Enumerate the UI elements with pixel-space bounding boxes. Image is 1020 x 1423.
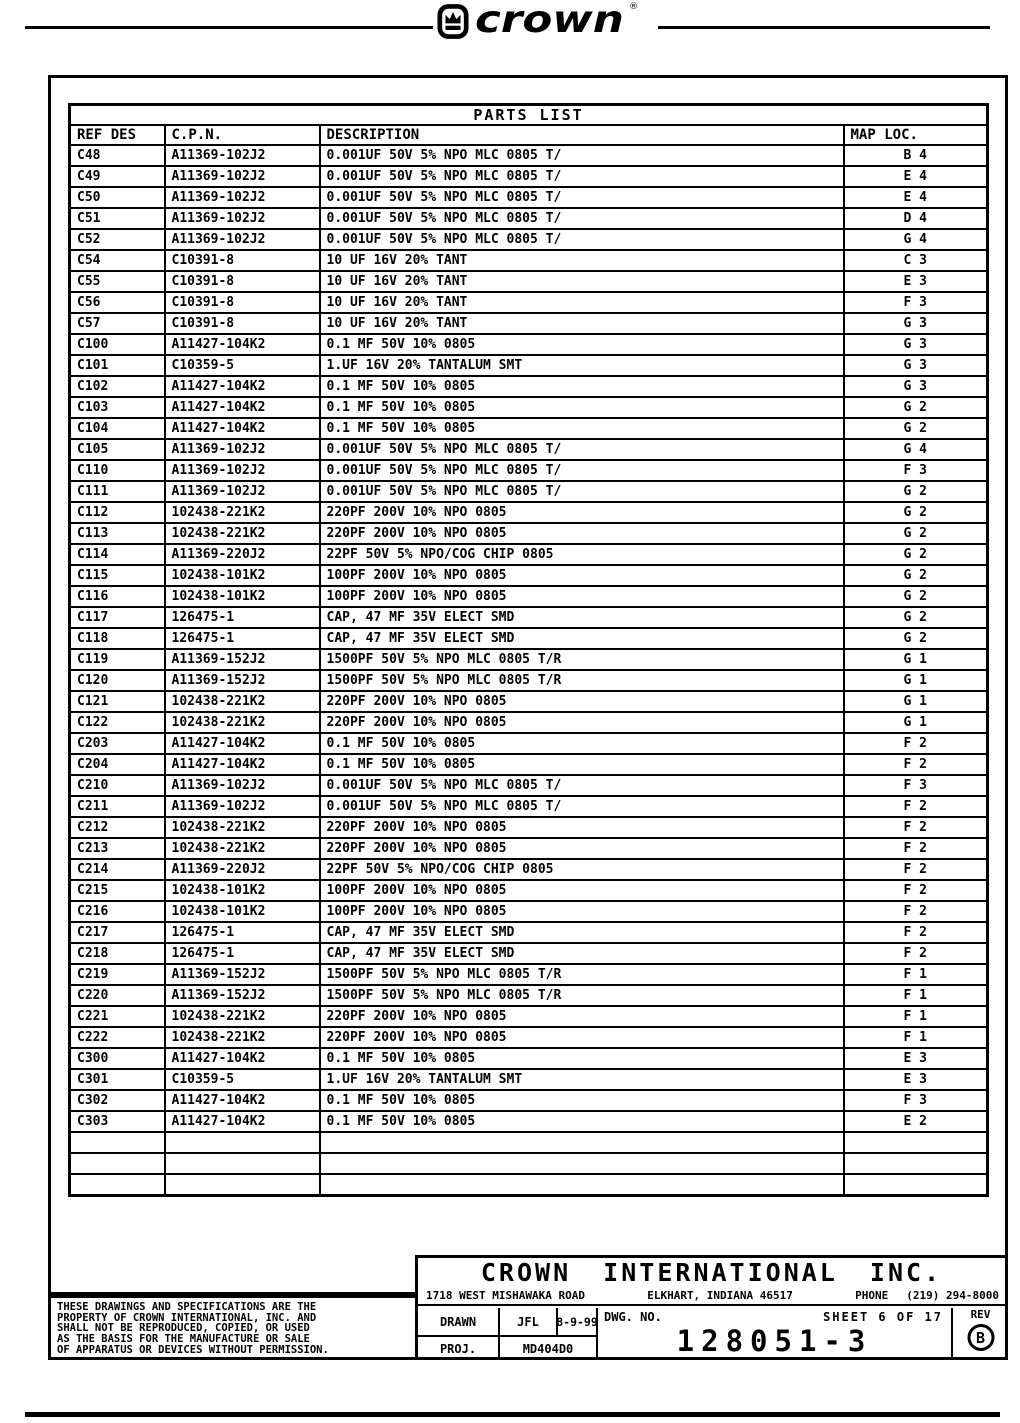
table-row bbox=[70, 985, 988, 1006]
table-row bbox=[70, 1048, 988, 1069]
table-row bbox=[70, 271, 988, 292]
table-row bbox=[70, 922, 988, 943]
cpn-cell: A11369-220J2 bbox=[165, 544, 320, 565]
cpn-cell: C10359-5 bbox=[165, 355, 320, 376]
table-row bbox=[70, 397, 988, 418]
description-cell: 100PF 200V 10% NPO 0805 bbox=[320, 586, 844, 607]
cpn-cell: A11427-104K2 bbox=[165, 418, 320, 439]
table-row bbox=[70, 1111, 988, 1132]
ref-des-cell: C100 bbox=[70, 334, 165, 355]
table-row bbox=[70, 523, 988, 544]
description-cell: 0.1 MF 50V 10% 0805 bbox=[320, 397, 844, 418]
map-loc-cell: F 1 bbox=[844, 985, 988, 1006]
cpn-cell: A11369-152J2 bbox=[165, 670, 320, 691]
map-loc-cell: F 2 bbox=[844, 754, 988, 775]
empty-cell bbox=[70, 1174, 165, 1196]
description-cell: 10 UF 16V 20% TANT bbox=[320, 313, 844, 334]
table-row bbox=[70, 418, 988, 439]
description-cell: 1.UF 16V 20% TANTALUM SMT bbox=[320, 1069, 844, 1090]
empty-table-row bbox=[70, 1132, 988, 1153]
table-row bbox=[70, 628, 988, 649]
description-cell: 0.1 MF 50V 10% 0805 bbox=[320, 1048, 844, 1069]
cpn-cell: A11427-104K2 bbox=[165, 733, 320, 754]
description-cell: 10 UF 16V 20% TANT bbox=[320, 292, 844, 313]
ref-des-cell: C51 bbox=[70, 208, 165, 229]
map-loc-cell: G 1 bbox=[844, 670, 988, 691]
map-loc-cell: G 2 bbox=[844, 544, 988, 565]
ref-des-cell: C48 bbox=[70, 145, 165, 166]
ref-des-cell: C50 bbox=[70, 187, 165, 208]
map-loc-cell: G 3 bbox=[844, 334, 988, 355]
table-row bbox=[70, 439, 988, 460]
map-loc-cell: E 3 bbox=[844, 1048, 988, 1069]
masthead-rule-left bbox=[25, 26, 433, 29]
map-loc-cell: G 2 bbox=[844, 586, 988, 607]
cpn-cell: A11369-152J2 bbox=[165, 649, 320, 670]
table-row bbox=[70, 250, 988, 271]
description-cell: 220PF 200V 10% NPO 0805 bbox=[320, 1006, 844, 1027]
table-row bbox=[70, 796, 988, 817]
map-loc-cell: F 1 bbox=[844, 1006, 988, 1027]
parts-list-title-row bbox=[70, 105, 988, 126]
cpn-cell: A11369-102J2 bbox=[165, 166, 320, 187]
legal-line: THESE DRAWINGS AND SPECIFICATIONS ARE THE bbox=[57, 1301, 317, 1313]
ref-des-cell: C119 bbox=[70, 649, 165, 670]
ref-des-cell: C204 bbox=[70, 754, 165, 775]
table-row bbox=[70, 565, 988, 586]
cpn-cell: 102438-221K2 bbox=[165, 502, 320, 523]
cpn-cell: 102438-101K2 bbox=[165, 880, 320, 901]
ref-des-cell: C118 bbox=[70, 628, 165, 649]
sheet-indicator: SHEET 6 OF 17 bbox=[823, 1310, 943, 1324]
table-row bbox=[70, 901, 988, 922]
legal-line: PROPERTY OF CROWN INTERNATIONAL, INC. AND bbox=[57, 1311, 317, 1324]
col-header-map-loc: MAP LOC. bbox=[844, 125, 988, 145]
map-loc-cell: G 2 bbox=[844, 397, 988, 418]
drawn-date-cell: 8-9-99 bbox=[558, 1308, 598, 1337]
ref-des-cell: C111 bbox=[70, 481, 165, 502]
table-row bbox=[70, 334, 988, 355]
table-row bbox=[70, 1006, 988, 1027]
map-loc-cell: F 2 bbox=[844, 838, 988, 859]
description-cell: 220PF 200V 10% NPO 0805 bbox=[320, 817, 844, 838]
empty-table-row bbox=[70, 1153, 988, 1174]
ref-des-cell: C56 bbox=[70, 292, 165, 313]
masthead-rule-right bbox=[658, 26, 990, 29]
phone-label: PHONE bbox=[855, 1288, 889, 1302]
ref-des-cell: C221 bbox=[70, 1006, 165, 1027]
description-cell: 1500PF 50V 5% NPO MLC 0805 T/R bbox=[320, 964, 844, 985]
description-cell: 0.001UF 50V 5% NPO MLC 0805 T/ bbox=[320, 460, 844, 481]
registered-trademark-symbol: ® bbox=[629, 2, 639, 12]
map-loc-cell: C 3 bbox=[844, 250, 988, 271]
ref-des-cell: C57 bbox=[70, 313, 165, 334]
map-loc-cell: G 3 bbox=[844, 376, 988, 397]
empty-cell bbox=[70, 1153, 165, 1174]
cpn-cell: 126475-1 bbox=[165, 943, 320, 964]
legal-notice bbox=[48, 1295, 418, 1360]
empty-cell bbox=[165, 1153, 320, 1174]
table-row bbox=[70, 733, 988, 754]
ref-des-cell: C120 bbox=[70, 670, 165, 691]
cpn-cell: A11369-152J2 bbox=[165, 985, 320, 1006]
empty-table-row bbox=[70, 1174, 988, 1196]
description-cell: 22PF 50V 5% NPO/COG CHIP 0805 bbox=[320, 544, 844, 565]
cpn-cell: A11369-102J2 bbox=[165, 460, 320, 481]
cpn-cell: 102438-221K2 bbox=[165, 523, 320, 544]
table-row bbox=[70, 313, 988, 334]
empty-cell bbox=[165, 1132, 320, 1153]
legal-line: SHALL NOT BE REPRODUCED, COPIED, OR USED bbox=[57, 1322, 310, 1335]
description-cell: 10 UF 16V 20% TANT bbox=[320, 271, 844, 292]
ref-des-cell: C220 bbox=[70, 985, 165, 1006]
ref-des-cell: C121 bbox=[70, 691, 165, 712]
description-cell: 22PF 50V 5% NPO/COG CHIP 0805 bbox=[320, 859, 844, 880]
map-loc-cell: B 4 bbox=[844, 145, 988, 166]
description-cell: CAP, 47 MF 35V ELECT SMD bbox=[320, 607, 844, 628]
description-cell: 100PF 200V 10% NPO 0805 bbox=[320, 565, 844, 586]
table-row bbox=[70, 943, 988, 964]
description-cell: 1500PF 50V 5% NPO MLC 0805 T/R bbox=[320, 985, 844, 1006]
cpn-cell: A11427-104K2 bbox=[165, 376, 320, 397]
description-cell: 0.1 MF 50V 10% 0805 bbox=[320, 1090, 844, 1111]
map-loc-cell: G 2 bbox=[844, 607, 988, 628]
cpn-cell: 126475-1 bbox=[165, 607, 320, 628]
drawn-by-cell: JFL bbox=[500, 1308, 558, 1337]
table-row bbox=[70, 187, 988, 208]
ref-des-cell: C300 bbox=[70, 1048, 165, 1069]
map-loc-cell: F 1 bbox=[844, 1027, 988, 1048]
table-row bbox=[70, 376, 988, 397]
map-loc-cell: F 3 bbox=[844, 460, 988, 481]
cpn-cell: 102438-221K2 bbox=[165, 1027, 320, 1048]
title-block bbox=[415, 1255, 1008, 1360]
cpn-cell: 102438-221K2 bbox=[165, 712, 320, 733]
map-loc-cell: E 2 bbox=[844, 1111, 988, 1132]
empty-cell bbox=[320, 1174, 844, 1196]
ref-des-cell: C216 bbox=[70, 901, 165, 922]
legal-line: AS THE BASIS FOR THE MANUFACTURE OR SALE bbox=[57, 1333, 310, 1346]
crown-wordmark: crown bbox=[475, 0, 624, 41]
ref-des-cell: C102 bbox=[70, 376, 165, 397]
ref-des-cell: C55 bbox=[70, 271, 165, 292]
table-row bbox=[70, 649, 988, 670]
map-loc-cell: E 3 bbox=[844, 1069, 988, 1090]
map-loc-cell: G 4 bbox=[844, 439, 988, 460]
map-loc-cell: F 2 bbox=[844, 943, 988, 964]
map-loc-cell: F 2 bbox=[844, 733, 988, 754]
description-cell: 0.1 MF 50V 10% 0805 bbox=[320, 334, 844, 355]
table-row bbox=[70, 481, 988, 502]
ref-des-cell: C110 bbox=[70, 460, 165, 481]
map-loc-cell: E 4 bbox=[844, 187, 988, 208]
table-row bbox=[70, 355, 988, 376]
cpn-cell: 102438-221K2 bbox=[165, 691, 320, 712]
cpn-cell: 126475-1 bbox=[165, 628, 320, 649]
map-loc-cell: F 2 bbox=[844, 922, 988, 943]
table-row bbox=[70, 712, 988, 733]
empty-cell bbox=[844, 1153, 988, 1174]
rev-badge: B bbox=[967, 1324, 994, 1351]
ref-des-cell: C214 bbox=[70, 859, 165, 880]
phone-block bbox=[855, 1289, 999, 1302]
description-cell: 0.001UF 50V 5% NPO MLC 0805 T/ bbox=[320, 775, 844, 796]
empty-cell bbox=[165, 1174, 320, 1196]
ref-des-cell: C213 bbox=[70, 838, 165, 859]
cpn-cell: A11369-102J2 bbox=[165, 208, 320, 229]
cpn-cell: A11369-102J2 bbox=[165, 229, 320, 250]
map-loc-cell: G 2 bbox=[844, 502, 988, 523]
map-loc-cell: F 1 bbox=[844, 964, 988, 985]
map-loc-cell: F 2 bbox=[844, 817, 988, 838]
description-cell: 0.001UF 50V 5% NPO MLC 0805 T/ bbox=[320, 229, 844, 250]
map-loc-cell: F 2 bbox=[844, 880, 988, 901]
cpn-cell: C10391-8 bbox=[165, 271, 320, 292]
cpn-cell: A11369-220J2 bbox=[165, 859, 320, 880]
ref-des-cell: C115 bbox=[70, 565, 165, 586]
column-header-row bbox=[70, 125, 988, 145]
col-header-ref-des: REF DES bbox=[70, 125, 165, 145]
ref-des-cell: C222 bbox=[70, 1027, 165, 1048]
ref-des-cell: C215 bbox=[70, 880, 165, 901]
map-loc-cell: G 3 bbox=[844, 313, 988, 334]
drawn-label-cell: DRAWN bbox=[418, 1308, 500, 1337]
table-row bbox=[70, 775, 988, 796]
legal-line: OF APPARATUS OR DEVICES WITHOUT PERMISSION. bbox=[57, 1343, 329, 1356]
bottom-rule bbox=[25, 1412, 1000, 1417]
table-row bbox=[70, 880, 988, 901]
description-cell: 0.1 MF 50V 10% 0805 bbox=[320, 733, 844, 754]
description-cell: 1500PF 50V 5% NPO MLC 0805 T/R bbox=[320, 670, 844, 691]
description-cell: 0.001UF 50V 5% NPO MLC 0805 T/ bbox=[320, 439, 844, 460]
description-cell: 100PF 200V 10% NPO 0805 bbox=[320, 880, 844, 901]
cpn-cell: A11369-102J2 bbox=[165, 145, 320, 166]
empty-cell bbox=[320, 1132, 844, 1153]
description-cell: CAP, 47 MF 35V ELECT SMD bbox=[320, 628, 844, 649]
cpn-cell: A11369-152J2 bbox=[165, 964, 320, 985]
table-row bbox=[70, 838, 988, 859]
description-cell: 0.1 MF 50V 10% 0805 bbox=[320, 754, 844, 775]
table-row bbox=[70, 502, 988, 523]
ref-des-cell: C104 bbox=[70, 418, 165, 439]
cpn-cell: A11427-104K2 bbox=[165, 1048, 320, 1069]
ref-des-cell: C301 bbox=[70, 1069, 165, 1090]
cpn-cell: 126475-1 bbox=[165, 922, 320, 943]
cpn-cell: A11369-102J2 bbox=[165, 796, 320, 817]
table-row bbox=[70, 607, 988, 628]
cpn-cell: 102438-221K2 bbox=[165, 838, 320, 859]
description-cell: 1500PF 50V 5% NPO MLC 0805 T/R bbox=[320, 649, 844, 670]
address-row bbox=[418, 1288, 1005, 1306]
map-loc-cell: G 4 bbox=[844, 229, 988, 250]
company-name: CROWN INTERNATIONAL INC. bbox=[480, 1258, 943, 1287]
ref-des-cell: C211 bbox=[70, 796, 165, 817]
map-loc-cell: F 3 bbox=[844, 292, 988, 313]
ref-des-cell: C303 bbox=[70, 1111, 165, 1132]
table-row bbox=[70, 1069, 988, 1090]
cpn-cell: 102438-221K2 bbox=[165, 1006, 320, 1027]
map-loc-cell: E 3 bbox=[844, 271, 988, 292]
map-loc-cell: F 3 bbox=[844, 775, 988, 796]
description-cell: 220PF 200V 10% NPO 0805 bbox=[320, 502, 844, 523]
cpn-cell: A11427-104K2 bbox=[165, 1090, 320, 1111]
description-cell: 0.001UF 50V 5% NPO MLC 0805 T/ bbox=[320, 208, 844, 229]
phone-number: (219) 294-8000 bbox=[906, 1288, 999, 1302]
cpn-cell: 102438-101K2 bbox=[165, 565, 320, 586]
ref-des-cell: C54 bbox=[70, 250, 165, 271]
table-row bbox=[70, 460, 988, 481]
description-cell: 220PF 200V 10% NPO 0805 bbox=[320, 1027, 844, 1048]
table-row bbox=[70, 292, 988, 313]
ref-des-cell: C113 bbox=[70, 523, 165, 544]
ref-des-cell: C101 bbox=[70, 355, 165, 376]
table-row bbox=[70, 817, 988, 838]
ref-des-cell: C203 bbox=[70, 733, 165, 754]
crown-logo bbox=[437, 1, 638, 43]
cpn-cell: 102438-221K2 bbox=[165, 817, 320, 838]
empty-cell bbox=[844, 1132, 988, 1153]
table-row bbox=[70, 859, 988, 880]
table-row bbox=[70, 166, 988, 187]
map-loc-cell: F 2 bbox=[844, 796, 988, 817]
cpn-cell: C10391-8 bbox=[165, 250, 320, 271]
ref-des-cell: C122 bbox=[70, 712, 165, 733]
ref-des-cell: C105 bbox=[70, 439, 165, 460]
cpn-cell: 102438-101K2 bbox=[165, 901, 320, 922]
cpn-cell: C10359-5 bbox=[165, 1069, 320, 1090]
map-loc-cell: G 2 bbox=[844, 628, 988, 649]
description-cell: 220PF 200V 10% NPO 0805 bbox=[320, 712, 844, 733]
crown-badge-icon bbox=[437, 3, 469, 40]
description-cell: CAP, 47 MF 35V ELECT SMD bbox=[320, 922, 844, 943]
table-row bbox=[70, 145, 988, 166]
rev-cell bbox=[953, 1308, 1008, 1360]
table-row bbox=[70, 208, 988, 229]
description-cell: 10 UF 16V 20% TANT bbox=[320, 250, 844, 271]
cpn-cell: A11369-102J2 bbox=[165, 775, 320, 796]
table-row bbox=[70, 964, 988, 985]
col-header-description: DESCRIPTION bbox=[320, 125, 844, 145]
parts-table-body bbox=[70, 145, 988, 1196]
parts-table bbox=[68, 103, 989, 1197]
city-state-zip: ELKHART, INDIANA 46517 bbox=[647, 1288, 793, 1302]
col-header-cpn: C.P.N. bbox=[165, 125, 320, 145]
ref-des-cell: C302 bbox=[70, 1090, 165, 1111]
map-loc-cell: F 2 bbox=[844, 901, 988, 922]
cpn-cell: A11427-104K2 bbox=[165, 397, 320, 418]
description-cell: 1.UF 16V 20% TANTALUM SMT bbox=[320, 355, 844, 376]
description-cell: 220PF 200V 10% NPO 0805 bbox=[320, 691, 844, 712]
ref-des-cell: C210 bbox=[70, 775, 165, 796]
description-cell: 0.1 MF 50V 10% 0805 bbox=[320, 376, 844, 397]
table-row bbox=[70, 754, 988, 775]
cpn-cell: A11369-102J2 bbox=[165, 187, 320, 208]
ref-des-cell: C103 bbox=[70, 397, 165, 418]
table-row bbox=[70, 586, 988, 607]
ref-des-cell: C52 bbox=[70, 229, 165, 250]
cpn-cell: A11369-102J2 bbox=[165, 481, 320, 502]
table-row bbox=[70, 1090, 988, 1111]
description-cell: 0.1 MF 50V 10% 0805 bbox=[320, 418, 844, 439]
dwg-number-cell bbox=[598, 1308, 953, 1360]
ref-des-cell: C116 bbox=[70, 586, 165, 607]
ref-des-cell: C217 bbox=[70, 922, 165, 943]
ref-des-cell: C212 bbox=[70, 817, 165, 838]
map-loc-cell: G 3 bbox=[844, 355, 988, 376]
street-address: 1718 WEST MISHAWAKA ROAD bbox=[426, 1288, 585, 1302]
description-cell: 0.001UF 50V 5% NPO MLC 0805 T/ bbox=[320, 187, 844, 208]
map-loc-cell: D 4 bbox=[844, 208, 988, 229]
cpn-cell: C10391-8 bbox=[165, 313, 320, 334]
map-loc-cell: G 1 bbox=[844, 712, 988, 733]
map-loc-cell: G 2 bbox=[844, 418, 988, 439]
cpn-cell: 102438-101K2 bbox=[165, 586, 320, 607]
map-loc-cell: G 2 bbox=[844, 523, 988, 544]
table-row bbox=[70, 544, 988, 565]
description-cell: CAP, 47 MF 35V ELECT SMD bbox=[320, 943, 844, 964]
description-cell: 0.001UF 50V 5% NPO MLC 0805 T/ bbox=[320, 145, 844, 166]
description-cell: 100PF 200V 10% NPO 0805 bbox=[320, 901, 844, 922]
description-cell: 0.001UF 50V 5% NPO MLC 0805 T/ bbox=[320, 166, 844, 187]
map-loc-cell: G 1 bbox=[844, 649, 988, 670]
table-row bbox=[70, 691, 988, 712]
cpn-cell: C10391-8 bbox=[165, 292, 320, 313]
empty-cell bbox=[320, 1153, 844, 1174]
dwg-no-label: DWG. NO. bbox=[604, 1310, 662, 1324]
parts-list-title: PARTS LIST bbox=[70, 105, 988, 126]
description-cell: 0.001UF 50V 5% NPO MLC 0805 T/ bbox=[320, 481, 844, 502]
rev-label: REV bbox=[970, 1308, 991, 1321]
map-loc-cell: F 3 bbox=[844, 1090, 988, 1111]
table-row bbox=[70, 229, 988, 250]
proj-value-cell: MD404D0 bbox=[500, 1337, 598, 1360]
ref-des-cell: C218 bbox=[70, 943, 165, 964]
ref-des-cell: C49 bbox=[70, 166, 165, 187]
cpn-cell: A11427-104K2 bbox=[165, 754, 320, 775]
table-row bbox=[70, 670, 988, 691]
description-cell: 0.1 MF 50V 10% 0805 bbox=[320, 1111, 844, 1132]
empty-cell bbox=[70, 1132, 165, 1153]
cpn-cell: A11369-102J2 bbox=[165, 439, 320, 460]
description-cell: 220PF 200V 10% NPO 0805 bbox=[320, 523, 844, 544]
ref-des-cell: C112 bbox=[70, 502, 165, 523]
map-loc-cell: G 1 bbox=[844, 691, 988, 712]
map-loc-cell: G 2 bbox=[844, 565, 988, 586]
drawing-number: 128051-3 bbox=[676, 1324, 873, 1358]
description-cell: 220PF 200V 10% NPO 0805 bbox=[320, 838, 844, 859]
map-loc-cell: F 2 bbox=[844, 859, 988, 880]
description-cell: 0.001UF 50V 5% NPO MLC 0805 T/ bbox=[320, 796, 844, 817]
cpn-cell: A11427-104K2 bbox=[165, 334, 320, 355]
ref-des-cell: C117 bbox=[70, 607, 165, 628]
map-loc-cell: E 4 bbox=[844, 166, 988, 187]
cpn-cell: A11427-104K2 bbox=[165, 1111, 320, 1132]
proj-label-cell: PROJ. bbox=[418, 1337, 500, 1360]
map-loc-cell: G 2 bbox=[844, 481, 988, 502]
ref-des-cell: C114 bbox=[70, 544, 165, 565]
table-row bbox=[70, 1027, 988, 1048]
empty-cell bbox=[844, 1174, 988, 1196]
ref-des-cell: C219 bbox=[70, 964, 165, 985]
